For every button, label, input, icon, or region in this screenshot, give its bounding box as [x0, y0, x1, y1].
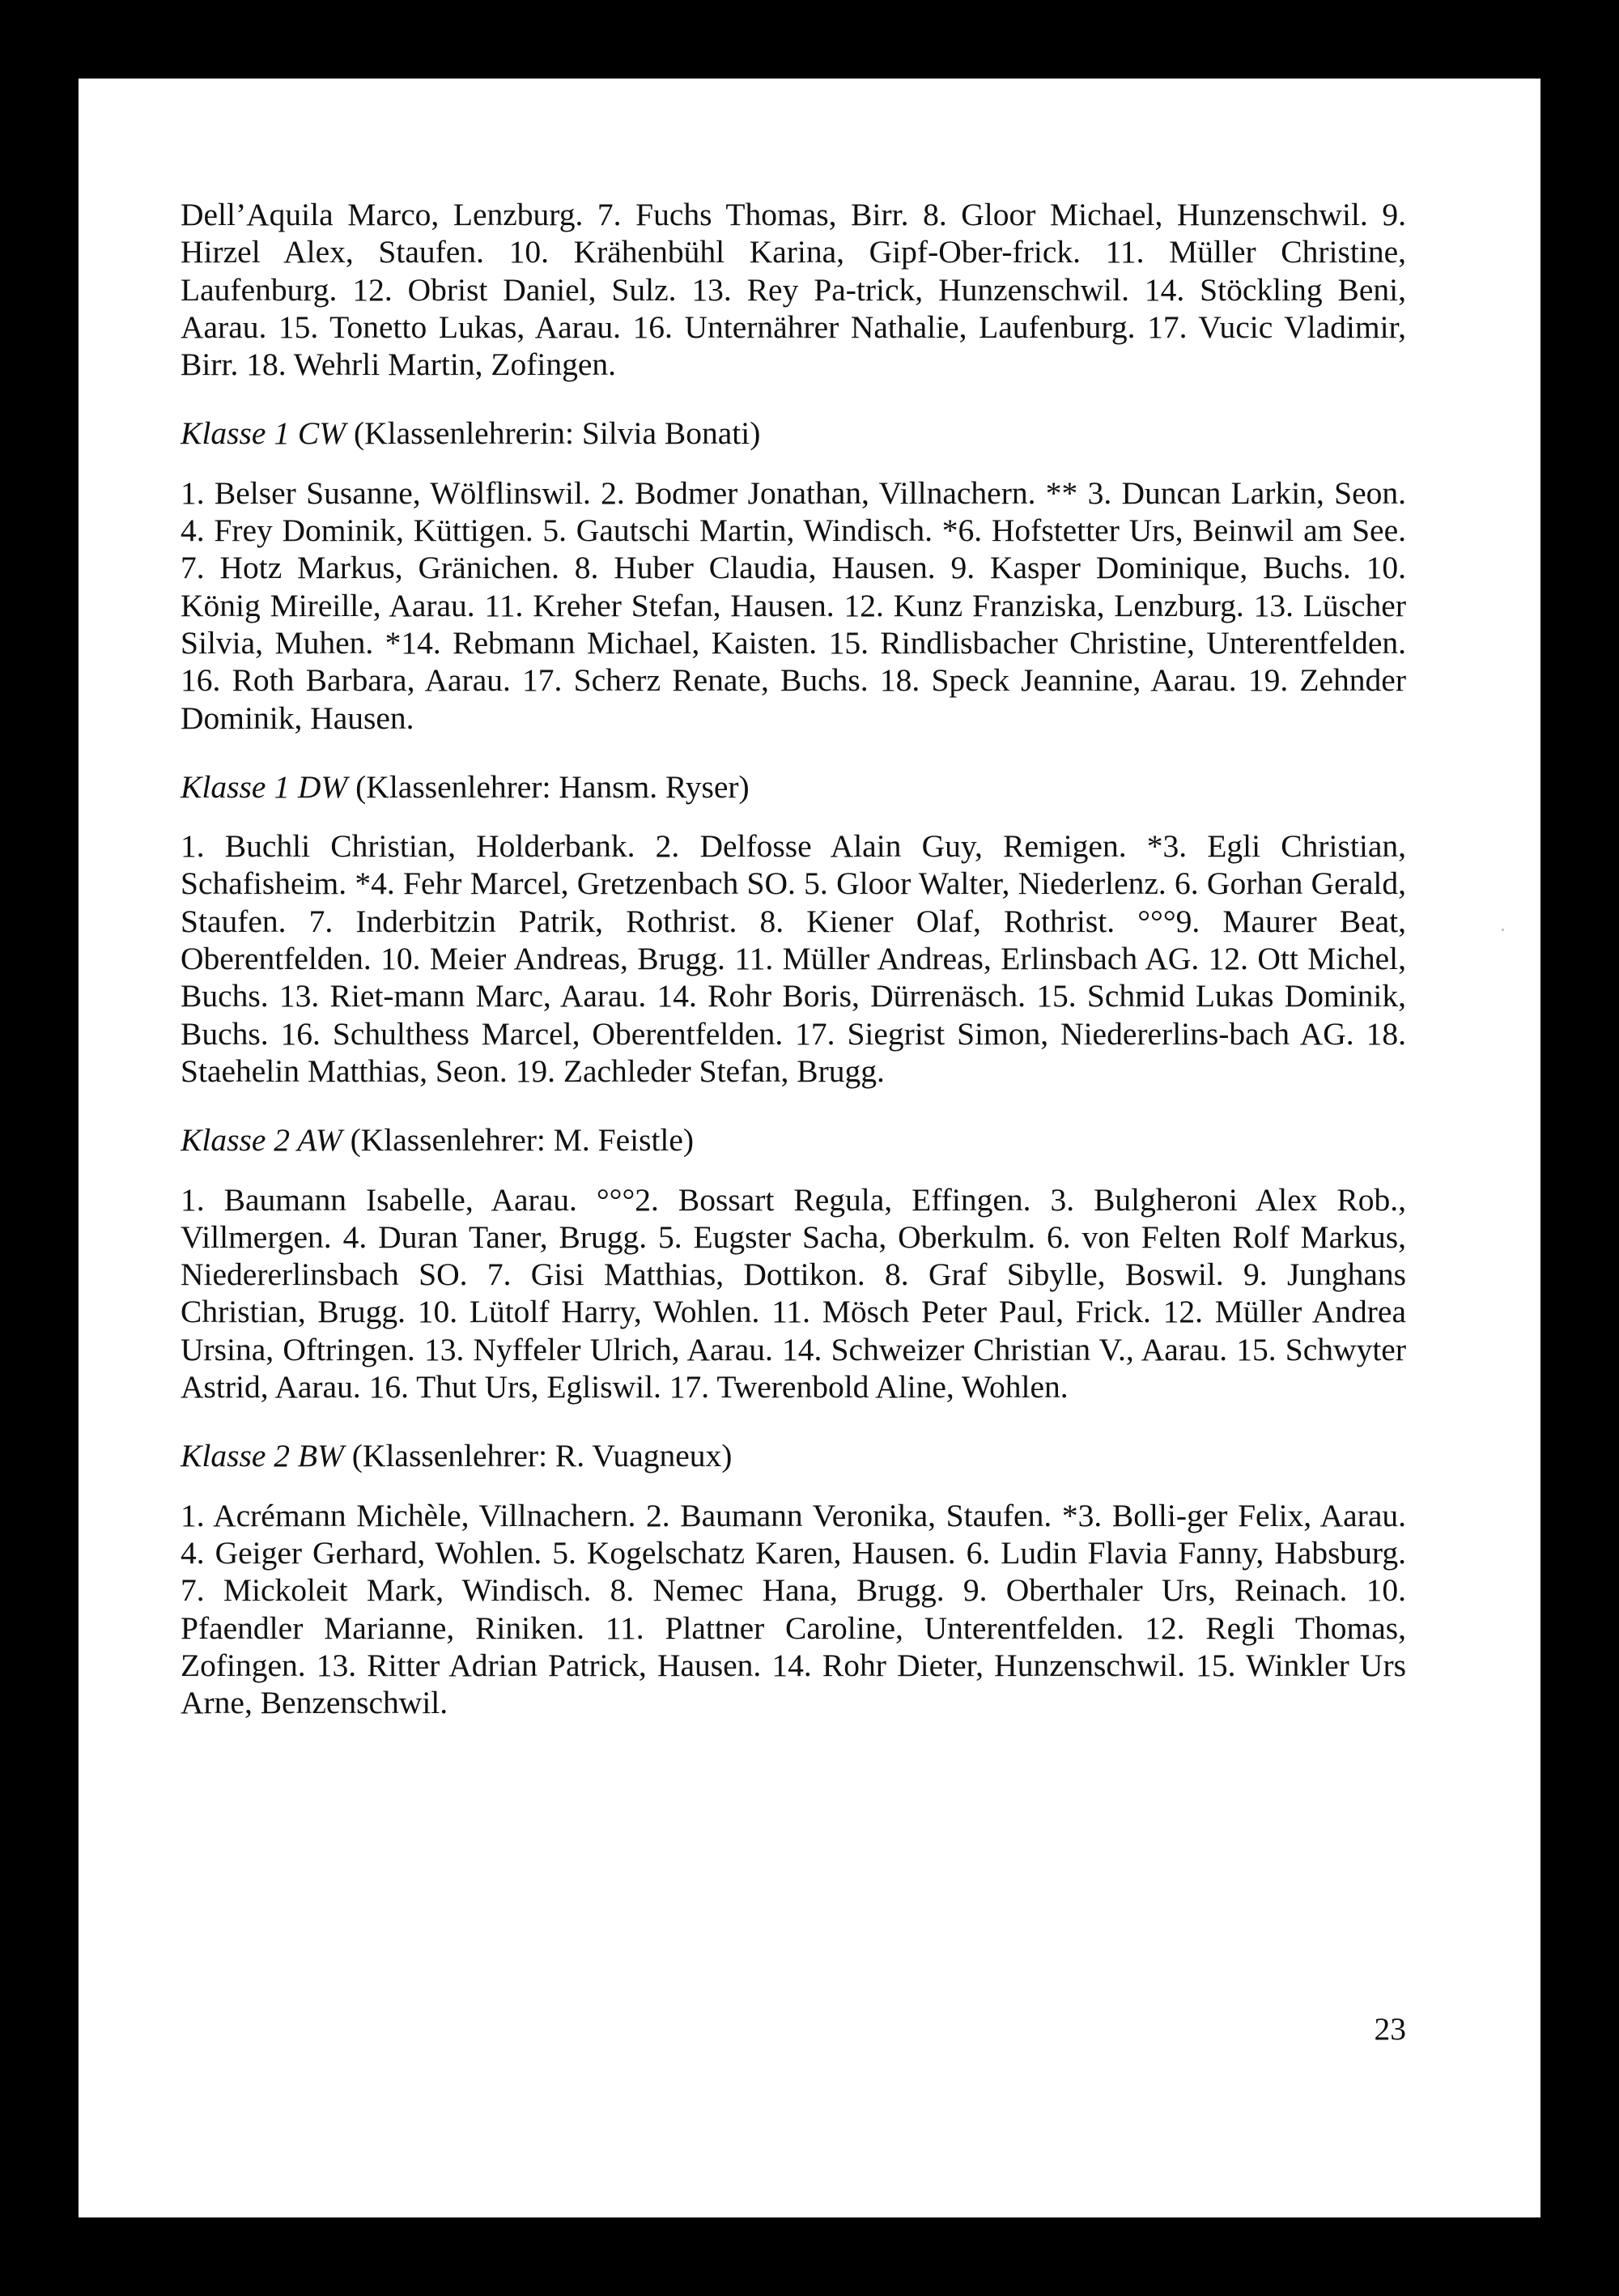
- class-teacher: (Klassenlehrerin: Silvia Bonati): [353, 415, 761, 452]
- class-2aw-student-list: 1. Baumann Isabelle, Aarau. °°°2. Bossart Regula, Effingen. 3. Bulgheroni Alex Rob., Villmergen. 4. Duran Taner, Brugg. 5. Eugster Sacha, Oberkulm. 6. von Felten Rolf Markus, Niedererlinsbach SO. 7. Gisi Matthias, Dottikon. 8. Graf Sibylle, Boswil. 9. Junghans Christian, Brugg. 10. Lütolf Harry, Wohlen. 11. Mösch Peter Paul, Frick. 12. Müller Andrea Ursina, Oftringen. 13. Nyffeler Ulrich, Aarau. 14. Schweizer Christian V., Aarau. 15. Schwyter Astrid, Aarau. 16. Thut Urs, Egliswil. 17. Twerenbold Aline, Wohlen.: [181, 1181, 1406, 1405]
- page-number: 23: [1374, 2011, 1406, 2047]
- page-text-column: [181, 196, 1406, 1721]
- class-name: Klasse 2 AW: [181, 1122, 342, 1159]
- class-1dw-student-list: 1. Buchli Christian, Holderbank. 2. Delfosse Alain Guy, Remigen. *3. Egli Christian, Schafisheim. *4. Fehr Marcel, Gretzenbach SO. 5. Gloor Walter, Niederlenz. 6. Gorhan Gerald, Staufen. 7. Inderbitzin Patrik, Rothrist. 8. Kiener Olaf, Rothrist. °°°9. Maurer Beat, Oberentfelden. 10. Meier Andreas, Brugg. 11. Müller Andreas, Erlinsbach AG. 12. Ott Michel, Buchs. 13. Riet-mann Marc, Aarau. 14. Rohr Boris, Dürrenäsch. 15. Schmid Lukas Dominik, Buchs. 16. Schulthess Marcel, Oberentfelden. 17. Siegrist Simon, Niedererlins-bach AG. 18. Staehelin Matthias, Seon. 19. Zachleder Stefan, Brugg.: [181, 828, 1406, 1089]
- class-heading-1dw: [181, 768, 1406, 806]
- class-name: Klasse 1 DW: [181, 768, 348, 805]
- class-teacher: (Klassenlehrer: Hansm. Ryser): [355, 768, 750, 805]
- class-1bw-list-continuation: Dell’Aquila Marco, Lenzburg. 7. Fuchs Thomas, Birr. 8. Gloor Michael, Hunzenschwil. 9. Hirzel Alex, Staufen. 10. Krähenbühl Karina, Gipf-Ober-frick. 11. Müller Christine, Laufenburg. 12. Obrist Daniel, Sulz. 13. Rey Pa-trick, Hunzenschwil. 14. Stöckling Beni, Aarau. 15. Tonetto Lukas, Aarau. 16. Unternährer Nathalie, Laufenburg. 17. Vucic Vladimir, Birr. 18. Wehrli Martin, Zofingen.: [181, 197, 1406, 383]
- class-teacher: (Klassenlehrer: R. Vuagneux): [351, 1438, 733, 1474]
- scan-speck: [1502, 929, 1504, 931]
- class-heading-1cw: [181, 415, 1406, 452]
- class-teacher: (Klassenlehrer: M. Feistle): [350, 1122, 695, 1159]
- class-name: Klasse 1 CW: [181, 415, 346, 452]
- class-2bw-student-list: 1. Acrémann Michèle, Villnachern. 2. Baumann Veronika, Staufen. *3. Bolli-ger Felix, Aarau. 4. Geiger Gerhard, Wohlen. 5. Kogelschatz Karen, Hausen. 6. Ludin Flavia Fanny, Habsburg. 7. Mickoleit Mark, Windisch. 8. Nemec Hana, Brugg. 9. Oberthaler Urs, Reinach. 10. Pfaendler Marianne, Riniken. 11. Plattner Caroline, Unterentfelden. 12. Regli Thomas, Zofingen. 13. Ritter Adrian Patrick, Hausen. 14. Rohr Dieter, Hunzenschwil. 15. Winkler Urs Arne, Benzenschwil.: [181, 1497, 1406, 1721]
- class-heading-2aw: [181, 1121, 1406, 1159]
- class-heading-2bw: [181, 1437, 1406, 1474]
- class-name: Klasse 2 BW: [181, 1438, 344, 1474]
- class-1cw-student-list: 1. Belser Susanne, Wölflinswil. 2. Bodmer Jonathan, Villnachern. ** 3. Duncan Larkin, Seon. 4. Frey Dominik, Küttigen. 5. Gautschi Martin, Windisch. *6. Hofstetter Urs, Beinwil am See. 7. Hotz Markus, Gränichen. 8. Huber Claudia, Hausen. 9. Kasper Dominique, Buchs. 10. König Mireille, Aarau. 11. Kreher Stefan, Hausen. 12. Kunz Franziska, Lenzburg. 13. Lüscher Silvia, Muhen. *14. Rebmann Michael, Kaisten. 15. Rindlisbacher Christine, Unterentfelden. 16. Roth Barbara, Aarau. 17. Scherz Renate, Buchs. 18. Speck Jeannine, Aarau. 19. Zehnder Dominik, Hausen.: [181, 474, 1406, 736]
- document-page: [79, 79, 1540, 2217]
